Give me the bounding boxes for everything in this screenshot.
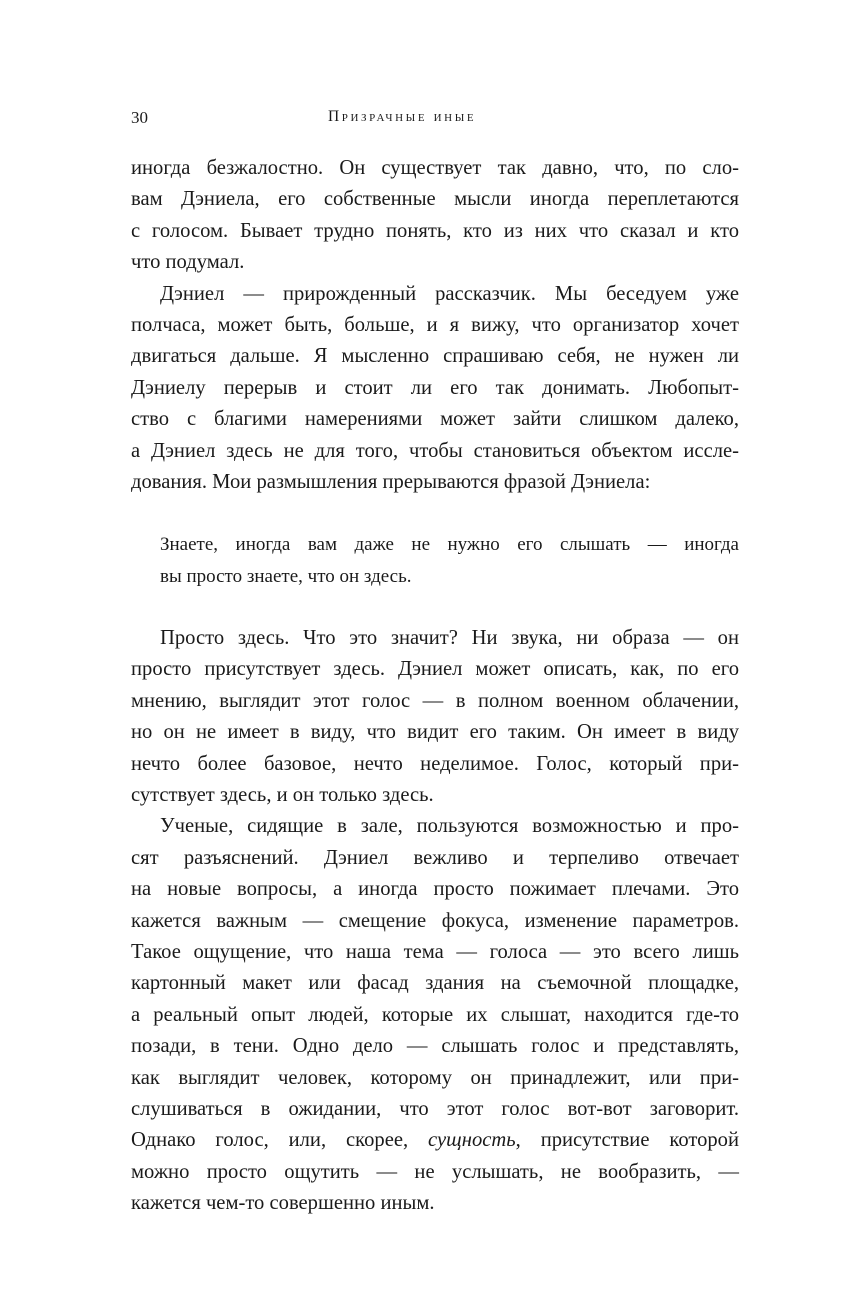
paragraph bbox=[131, 811, 739, 1219]
running-head bbox=[131, 108, 739, 132]
text-line: Такое ощущение, что наша тема — голоса — это всего лишь bbox=[131, 940, 739, 963]
text-line: но он не имеет в виду, что видит его таким. Он имеет в виду bbox=[131, 721, 739, 744]
text-line: просто присутствует здесь. Дэниел может описать, как, по его bbox=[131, 658, 739, 681]
text-line: можно просто ощутить — не услышать, не вообразить, — bbox=[131, 1160, 739, 1183]
text-line: нечто более базовое, нечто неделимое. Голос, который при- bbox=[131, 752, 739, 775]
paragraph bbox=[131, 623, 739, 811]
text-line: полчаса, может быть, больше, и я вижу, что организатор хочет bbox=[131, 313, 739, 336]
running-head-title: Призрачные иные bbox=[328, 108, 477, 125]
text-line: Дэниел — прирожденный рассказчик. Мы беседуем уже bbox=[160, 282, 739, 305]
text-fragment: , присутствие которой bbox=[515, 1129, 740, 1152]
text-line: сят разъяснений. Дэниел вежливо и терпеливо отвечает bbox=[131, 846, 739, 869]
text-line: как выглядит человек, которому он принадлежит, или при- bbox=[131, 1066, 739, 1089]
text-line-with-italic bbox=[131, 1125, 739, 1156]
text-line: а Дэниел здесь не для того, чтобы становиться объектом иссле- bbox=[131, 439, 739, 462]
text-fragment: Однако голос, или, скорее, bbox=[131, 1129, 429, 1152]
italic-term: сущность bbox=[428, 1129, 516, 1152]
text-line: иногда безжалостно. Он существует так давно, что, по сло- bbox=[131, 157, 739, 179]
text-line: на новые вопросы, а иногда просто пожимает плечами. Это bbox=[131, 878, 739, 901]
text-line: мнению, выглядит этот голос — в полном военном облачении, bbox=[131, 689, 739, 712]
text-line: позади, в тени. Одно дело — слышать голос и представлять, bbox=[131, 1035, 739, 1058]
quote-line: Знаете, иногда вам даже не нужно его слышать — иногда bbox=[160, 534, 739, 556]
text-line: а реальный опыт людей, которые их слышат, находится где-то bbox=[131, 1003, 739, 1026]
text-line: Просто здесь. Что это значит? Ни звука, ни образа — он bbox=[160, 627, 739, 650]
text-line: сутствует здесь, и он только здесь. bbox=[131, 784, 434, 807]
text-line: кажется важным — смещение фокуса, изменение параметров. bbox=[131, 909, 739, 932]
text-line: с голосом. Бывает трудно понять, кто из них что сказал и кто bbox=[131, 219, 739, 242]
paragraph bbox=[131, 279, 739, 499]
text-line: дования. Мои размышления прерываются фразой Дэниела: bbox=[131, 470, 651, 493]
text-line: Дэниелу перерыв и стоит ли его так донимать. Любопыт- bbox=[131, 376, 739, 399]
block-quote bbox=[131, 529, 739, 592]
text-line: Ученые, сидящие в зале, пользуются возможностью и про- bbox=[160, 815, 739, 838]
text-line: слушиваться в ожидании, что этот голос вот-вот заговорит. bbox=[131, 1097, 739, 1120]
body-text bbox=[131, 153, 739, 1220]
paragraph bbox=[131, 153, 739, 279]
text-line: двигаться дальше. Я мысленно спрашиваю себя, не нужен ли bbox=[131, 345, 739, 368]
text-line: что подумал. bbox=[131, 251, 245, 274]
text-line: ство с благими намерениями может зайти слишком далеко, bbox=[131, 408, 739, 431]
page-number: 30 bbox=[131, 108, 148, 127]
text-line: кажется чем-то совершенно иным. bbox=[131, 1192, 435, 1215]
quote-line: вы просто знаете, что он здесь. bbox=[160, 565, 412, 587]
text-line: картонный макет или фасад здания на съемочной площадке, bbox=[131, 972, 739, 995]
text-line: вам Дэниела, его собственные мысли иногда переплетаются bbox=[131, 188, 739, 211]
